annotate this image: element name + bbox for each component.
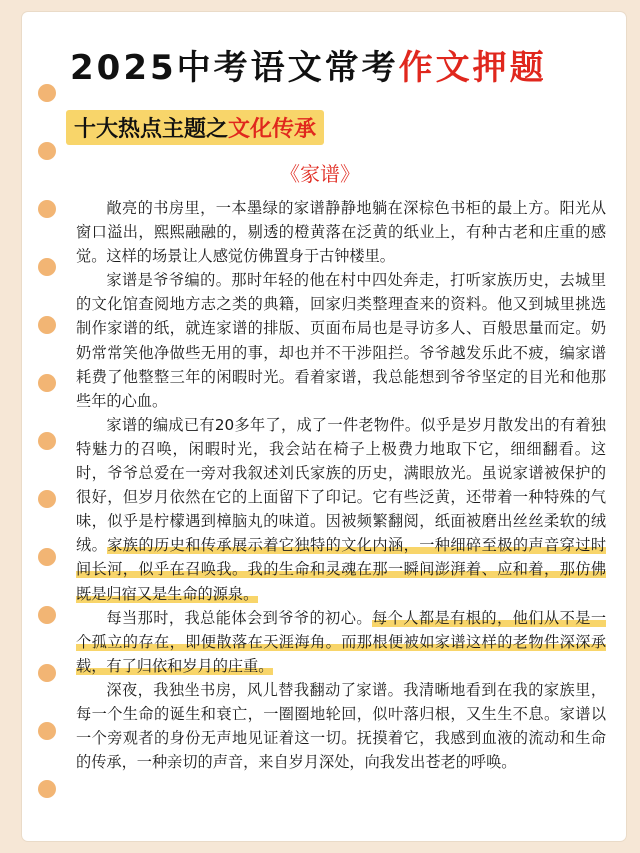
paragraph-1: [76, 196, 606, 268]
binder-hole: [38, 548, 56, 566]
highlighted-text: 家族的历史和传承展示着它独特的文化内涵，一种细碎至极的声音穿过时间长河，似乎在召唤我。我的生命和灵魂在那一瞬间澎湃着、应和着，那仿佛既是归宿又是生命的源泉。: [76, 536, 607, 603]
binder-hole: [38, 664, 56, 682]
paragraph-text: 每当那时，我总能体会到爷爷的初心。: [106, 608, 373, 627]
subtitle-highlight: 文化传承: [228, 117, 317, 142]
highlighted-text: 每个人都是有根的，他们从不是一个孤立的存在，即便散落在天涯海角。而那根便被如家谱这样的老物件深深承载，有了归依和岁月的庄重。: [76, 608, 607, 675]
binder-hole: [38, 432, 56, 450]
paragraph-5: [76, 678, 606, 774]
binder-hole: [38, 722, 56, 740]
binder-hole: [38, 490, 56, 508]
binder-hole: [38, 374, 56, 392]
binder-hole: [38, 606, 56, 624]
binder-hole: [38, 258, 56, 276]
subtitle-banner: [66, 110, 324, 145]
paragraph-text: 家谱是爷爷编的。那时年轻的他在村中四处奔走，打听家族历史，去城里的文化馆查阅地方志之类的典籍，回家归类整理查来的资料。他又到城里挑选制作家谱的纸，就连家谱的排版、页面布局也是寻访多人、百般思量而定。奶奶常常笑他净做些无用的事，却也并不干涉阻拦。爷爷越发乐此不疲，编家谱耗费了他整整三年的闲暇时光。看着家谱，我总能想到爷爷坚定的目光和他那些年的心血。: [76, 271, 606, 410]
paragraph-text: 敞亮的书房里，一本墨绿的家谱静静地躺在深棕色书柜的最上方。阳光从窗口溢出，熙熙融融的，剔透的橙黄落在泛黄的纸业上，有种古老和庄重的感觉。这样的场景让人感觉仿佛置身于古钟楼里。: [76, 199, 606, 266]
paragraph-3: [76, 413, 606, 606]
subtitle-main: 十大热点主题之: [74, 117, 229, 142]
essay-title: 《家谱》: [280, 162, 360, 186]
title-main: 2025中考语文常考: [70, 48, 399, 88]
paragraph-text: 深夜，我独坐书房，风儿替我翻动了家谱。我清晰地看到在我的家族里，每一个生命的诞生和衰亡，一圈圈地轮回，似叶落归根，又生生不息。家谱以一个旁观者的身份无声地见证着这一切。抚摸着它，我感到血液的流动和生命的传承，一种亲切的声音，来自岁月深处，向我发出苍老的呼唤。: [76, 680, 606, 772]
page-title: [70, 40, 630, 89]
paragraph-4: [76, 606, 606, 678]
essay-body: [76, 196, 606, 774]
subtitle: [66, 110, 324, 145]
title-highlight: 作文押题: [398, 48, 547, 88]
binder-hole: [38, 84, 56, 102]
paragraph-2: [76, 268, 606, 413]
binder-hole: [38, 200, 56, 218]
paragraph-text: 家谱的编成已有20多年了，成了一件老物件。似乎是岁月散发出的有着独特魅力的召唤，闲暇时光，我会站在椅子上极费力地取下它，细细翻看。这时，爷爷总爱在一旁对我叙述刘氏家族的历史，满眼放光。虽说家谱被保护的很好，但岁月依然在它的上面留下了印记。它有些泛黄，还带着一种特殊的气味，似乎是柠檬遇到樟脑丸的味道。因被频繁翻阅，纸面被磨出丝丝柔软的绒绒。: [76, 415, 606, 555]
binder-hole: [38, 780, 56, 798]
binder-hole: [38, 316, 56, 334]
